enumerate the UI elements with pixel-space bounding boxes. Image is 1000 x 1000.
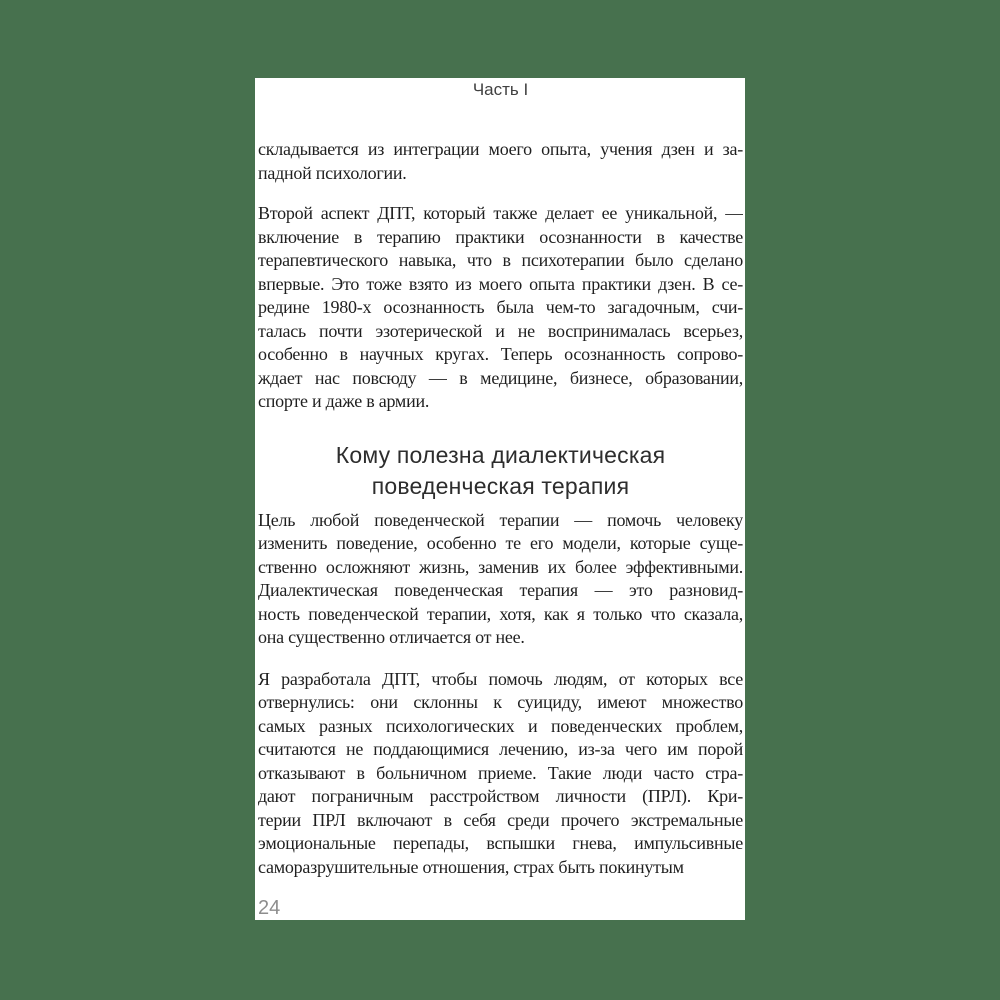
section-heading — [258, 440, 743, 502]
paragraph — [258, 668, 743, 880]
text-line: ственно осложняют жизнь, заменив их более эффективными. — [258, 556, 743, 577]
text-line: Я разработала ДПТ, чтобы помочь людям, от которых все — [258, 668, 743, 689]
text-line: отказывают в больничном приеме. Такие люди часто стра- — [258, 762, 743, 783]
text-line: впервые. Это тоже взято из моего опыта практики дзен. В се- — [258, 273, 743, 294]
text-line: саморазрушительные отношения, страх быть покинутым — [258, 856, 684, 877]
text-line: спорте и даже в армии. — [258, 391, 430, 411]
text-line: ность поведенческой терапии, хотя, как я только что сказала, — [258, 603, 743, 624]
text-line: складывается из интеграции моего опыта, учения дзен и за- — [258, 139, 743, 159]
text-line: эмоциональные перепады, вспышки гнева, импульсивные — [258, 833, 743, 853]
text-line: падной психологии. — [258, 162, 407, 183]
text-line: изменить поведение, особенно те его модели, которые суще- — [258, 533, 743, 553]
text-line: терапевтического навыка, что в психотерапии было сделано — [258, 250, 743, 270]
text-line: талась почти эзотерической и не воспринималась всерьез, — [258, 320, 743, 341]
text-line: она существенно отличается от нее. — [258, 627, 525, 647]
text-line: редине 1980-х осознанность была чем-то загадочным, счи- — [258, 297, 743, 317]
text-line: считаются не поддающимися лечению, из-за чего им порой — [258, 739, 743, 759]
text-line: терии ПРЛ включают в себя среди прочего экстремальные — [258, 809, 743, 830]
text-line: Диалектическая поведенческая терапия — это разновид- — [258, 580, 743, 600]
text-line: самых разных психологических и поведенческих проблем, — [258, 715, 743, 736]
text-line: Цель любой поведенческой терапии — помочь человеку — [258, 509, 743, 530]
text-line: отвернулись: они склонны к суициду, имеют множество — [258, 692, 743, 712]
paragraph — [258, 202, 743, 414]
text-line: особенно в научных кругах. Теперь осознанность сопрово- — [258, 344, 743, 364]
section-heading-line: поведенческая терапия — [371, 472, 630, 499]
text-line: дают пограничным расстройством личности (ПРЛ). Кри- — [258, 786, 743, 806]
page-number: 24 — [258, 897, 281, 919]
text-line: включение в терапию практики осознанности в качестве — [258, 226, 743, 247]
paragraph — [258, 509, 743, 650]
book-page — [255, 78, 745, 920]
section-heading-line: Кому полезна диалектическая — [335, 441, 666, 468]
paragraph — [258, 138, 743, 185]
running-header: Часть I — [472, 80, 529, 99]
text-line: ждает нас повсюду — в медицине, бизнесе, образовании, — [258, 367, 743, 388]
text-line: Второй аспект ДПТ, который также делает ее уникальной, — — [258, 203, 743, 223]
